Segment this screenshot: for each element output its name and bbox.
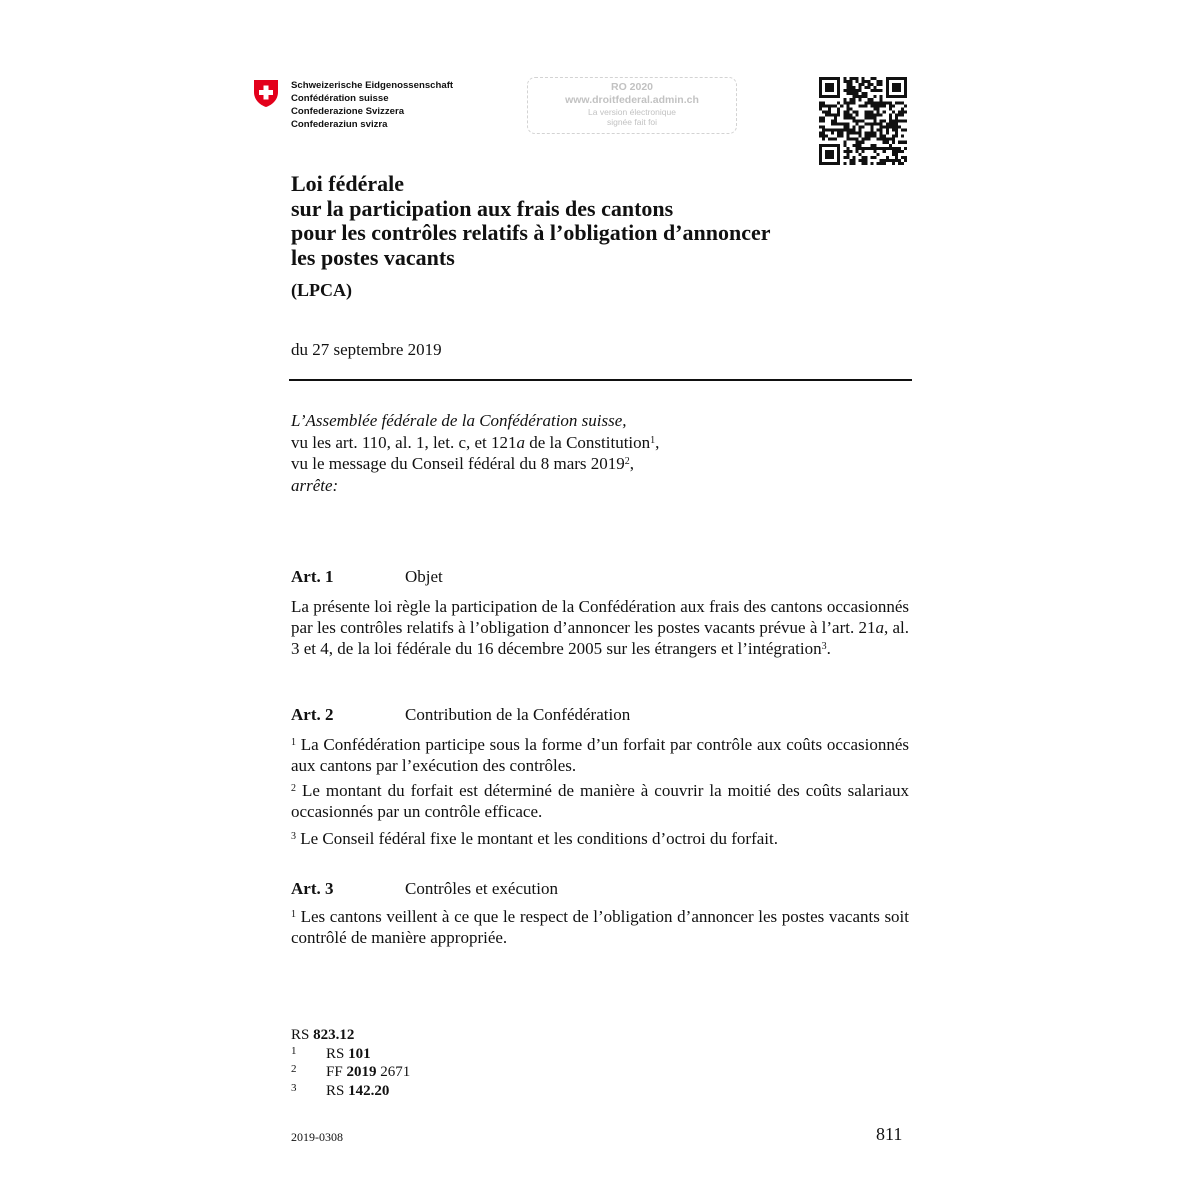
issuing-authority [291, 79, 453, 131]
stamp-website: www.droitfederal.admin.ch [565, 94, 699, 106]
stamp-note-1: La version électronique [588, 107, 676, 117]
article-2-number: Art. 2 [291, 705, 334, 724]
footnote-3: 3 RS 142.20 [291, 1081, 390, 1099]
article-3-heading [291, 879, 558, 899]
authority-line-de: Schweizerische Eidgenossenschaft [291, 80, 454, 91]
law-date: du 27 septembre 2019 [291, 340, 442, 359]
stamp-note-2: signée fait foi [606, 117, 658, 127]
article-1-heading [291, 567, 443, 587]
footnote-ref-2: 2 [624, 456, 630, 467]
footnote-ref-1: 1 [650, 434, 656, 446]
article-2-paragraph-1: $^1$ La Confédération participe sous la forme d’un forfait par contrôle aux coûts occasionnés aux cantons par l’exécution des contrôles. [291, 735, 910, 775]
article-1-title: Objet [405, 567, 443, 586]
preamble-constitution-line: vu les art. 110, al. 1, let. c, et 121a de la Constitution$^1$, [291, 432, 660, 452]
authority-line-fr: Confédération suisse [291, 93, 389, 104]
article-3-title: Contrôles et exécution [405, 879, 558, 898]
stamp-collection: RO 2020 [610, 81, 654, 93]
article-1-text: La présente loi règle la participation de la Confédération aux frais des cantons occasionnés par les contrôles relatifs à l’obligation d’annoncer les postes vacants prévue à l’art. 21a, al. 3 et 4, de la loi fédérale du 16 décembre 2005 sur les étrangers et l’intégration$^3$. [291, 597, 909, 658]
preamble-decree: arrête: [291, 475, 339, 495]
preamble-assembly: L’Assemblée fédérale de la Confédération suisse, [291, 411, 627, 430]
title-line-2: sur la participation aux frais des cantons [291, 195, 674, 221]
article-1-number: Art. 1 [291, 567, 334, 586]
authority-line-rm: Confederaziun svizra [291, 119, 388, 130]
title-line-1: Loi fédérale [291, 171, 405, 196]
swiss-coat-of-arms-icon [253, 79, 279, 108]
page-number: 811 [876, 1124, 903, 1144]
title-line-3: pour les contrôles relatifs à l’obligation d’annoncer [291, 220, 771, 245]
document-title [291, 172, 911, 270]
preamble [291, 410, 911, 496]
article-2-heading [291, 705, 630, 725]
article-3-paragraph-1: $^1$ Les cantons veillent à ce que le respect de l’obligation d’annoncer les postes vacants soit contrôlé de manière appropriée. [291, 907, 910, 947]
footnote-2: 2 FF 2019 2671 [291, 1063, 411, 1080]
publication-stamp [527, 77, 737, 134]
article-2-title: Contribution de la Confédération [405, 705, 631, 724]
article-3-number: Art. 3 [291, 879, 334, 898]
article-2-paragraph-3: $^3$ Le Conseil fédéral fixe le montant et les conditions d’octroi du forfait. [291, 829, 778, 848]
footnote-ref-3: 3 [821, 641, 827, 652]
footnotes [291, 1028, 410, 1099]
preamble-message-line: vu le message du Conseil fédéral du 8 mars 2019$^2$, [291, 454, 635, 473]
law-abbreviation: (LPCA) [291, 280, 352, 300]
title-line-4: les postes vacants [291, 244, 455, 270]
document-id: 2019-0308 [291, 1130, 343, 1144]
article-2-paragraph-2: $^2$ Le montant du forfait est déterminé de manière à couvrir la moitié des coûts salariaux occasionnés par un contrôle efficace. [291, 781, 909, 821]
authority-line-it: Confederazione Svizzera [291, 106, 405, 117]
rs-classification: RS 823.12 [291, 1027, 355, 1043]
footnote-1: 1 RS 101 [291, 1044, 371, 1062]
title-divider [289, 379, 912, 381]
qr-code-icon [819, 77, 907, 165]
